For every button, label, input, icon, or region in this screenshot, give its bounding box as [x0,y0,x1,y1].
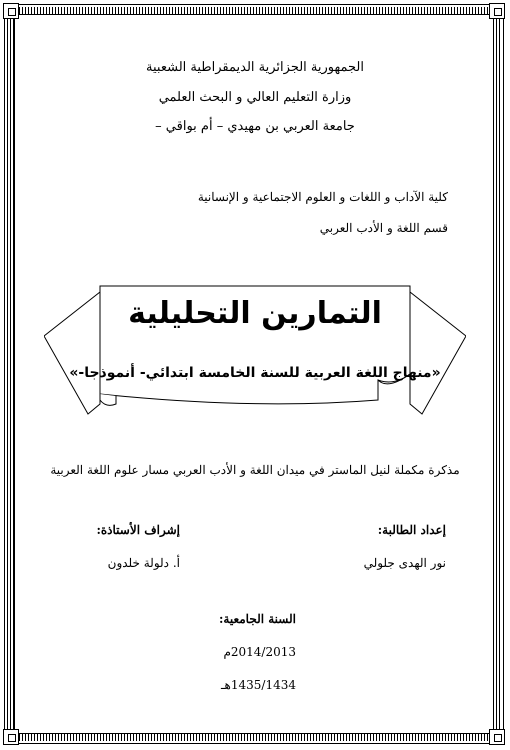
thesis-description: مذكرة مكملة لنيل الماستر في ميدان اللغة و الأدب العربي مسار علوم اللغة العربية [50,463,460,477]
border-corner-ornament [3,729,19,745]
academic-year-hijri: 1435/1434هـ [221,678,296,692]
republic-name: الجمهورية الجزائرية الديمقراطية الشعبية [146,60,364,75]
thesis-title: التمارين التحليلية [128,296,382,331]
university-name: جامعة العربي بن مهيدي – أم بواقي – [155,119,355,134]
academic-year-label: السنة الجامعية: [218,612,296,626]
border-corner-ornament [3,3,19,19]
student-name: نور الهدى جلولي [363,556,446,570]
student-label: إعداد الطالبة: [377,523,446,537]
faculty-name: كلية الآداب و اللغات و العلوم الاجتماعية و الإنسانية [197,190,448,204]
supervisor-name: أ. دلولة خلدون [107,556,180,570]
supervisor-label: إشراف الأستاذة: [96,523,180,537]
thesis-subtitle: «منهاج اللغة العربية للسنة الخامسة ابتدائي- أنموذجا-» [69,365,441,381]
border-corner-ornament [489,729,505,745]
ministry-name: وزارة التعليم العالي و البحث العلمي [158,90,352,105]
department-name: قسم اللغة و الأدب العربي [319,221,448,235]
academic-year-gregorian: 2014/2013م [223,645,296,659]
border-corner-ornament [489,3,505,19]
